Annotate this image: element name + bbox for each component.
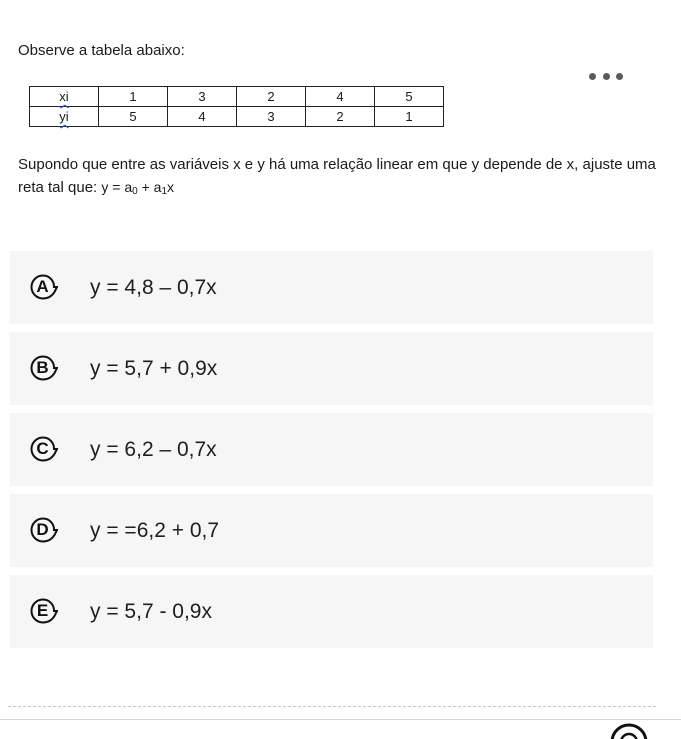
option-text: y = =6,2 + 0,7 xyxy=(90,519,220,542)
dot-icon xyxy=(603,73,610,80)
option-letter: B xyxy=(36,358,49,377)
table-cell: 2 xyxy=(306,107,375,127)
option-letter-badge xyxy=(30,355,56,381)
option-text: y = 6,2 – 0,7x xyxy=(90,438,217,461)
option-a[interactable] xyxy=(10,251,653,324)
intro-text: Observe a tabela abaixo: xyxy=(18,42,185,59)
question-statement: Supondo que entre as variáveis x e y há uma relação linear em que y depende de x, ajuste uma reta tal que: xyxy=(18,156,656,196)
table-cell: 5 xyxy=(99,107,168,127)
option-e[interactable] xyxy=(10,575,653,648)
data-table xyxy=(29,86,444,127)
table-cell: 1 xyxy=(99,87,168,107)
option-letter: D xyxy=(36,520,49,539)
question-formula xyxy=(101,179,174,195)
dot-icon xyxy=(589,73,596,80)
partial-circle-icon[interactable] xyxy=(609,722,649,739)
question-text xyxy=(18,154,658,203)
option-letter: C xyxy=(36,439,49,458)
table-cell: 5 xyxy=(375,87,444,107)
table-row xyxy=(30,87,444,107)
option-letter: E xyxy=(36,601,49,620)
row-label-yi: yi xyxy=(30,107,99,127)
option-letter: A xyxy=(36,277,49,296)
option-d[interactable] xyxy=(10,494,653,567)
option-c[interactable] xyxy=(10,413,653,486)
option-letter-badge xyxy=(30,517,56,543)
table-cell: 2 xyxy=(237,87,306,107)
formula-part: + a xyxy=(137,179,162,195)
table-cell: 4 xyxy=(168,107,237,127)
row-label-xi: xi xyxy=(30,87,99,107)
option-b[interactable] xyxy=(10,332,653,405)
formula-subscript: 1 xyxy=(161,186,168,197)
option-text: y = 4,8 – 0,7x xyxy=(90,276,217,299)
dot-icon xyxy=(616,73,623,80)
table-cell: 3 xyxy=(237,107,306,127)
formula-part: y = a xyxy=(101,179,133,195)
more-options-icon[interactable] xyxy=(589,68,623,84)
dashed-divider xyxy=(8,706,656,707)
bottom-divider xyxy=(0,719,681,720)
table-cell: 3 xyxy=(168,87,237,107)
option-letter-badge xyxy=(30,436,56,462)
formula-subscript: 0 xyxy=(132,186,138,197)
table-row xyxy=(30,107,444,127)
option-letter-badge xyxy=(30,274,56,300)
option-letter-badge xyxy=(30,598,56,624)
formula-part: x xyxy=(167,179,175,195)
option-text: y = 5,7 + 0,9x xyxy=(90,357,218,380)
table-cell: 4 xyxy=(306,87,375,107)
option-text: y = 5,7 - 0,9x xyxy=(90,600,212,623)
table-cell: 1 xyxy=(375,107,444,127)
